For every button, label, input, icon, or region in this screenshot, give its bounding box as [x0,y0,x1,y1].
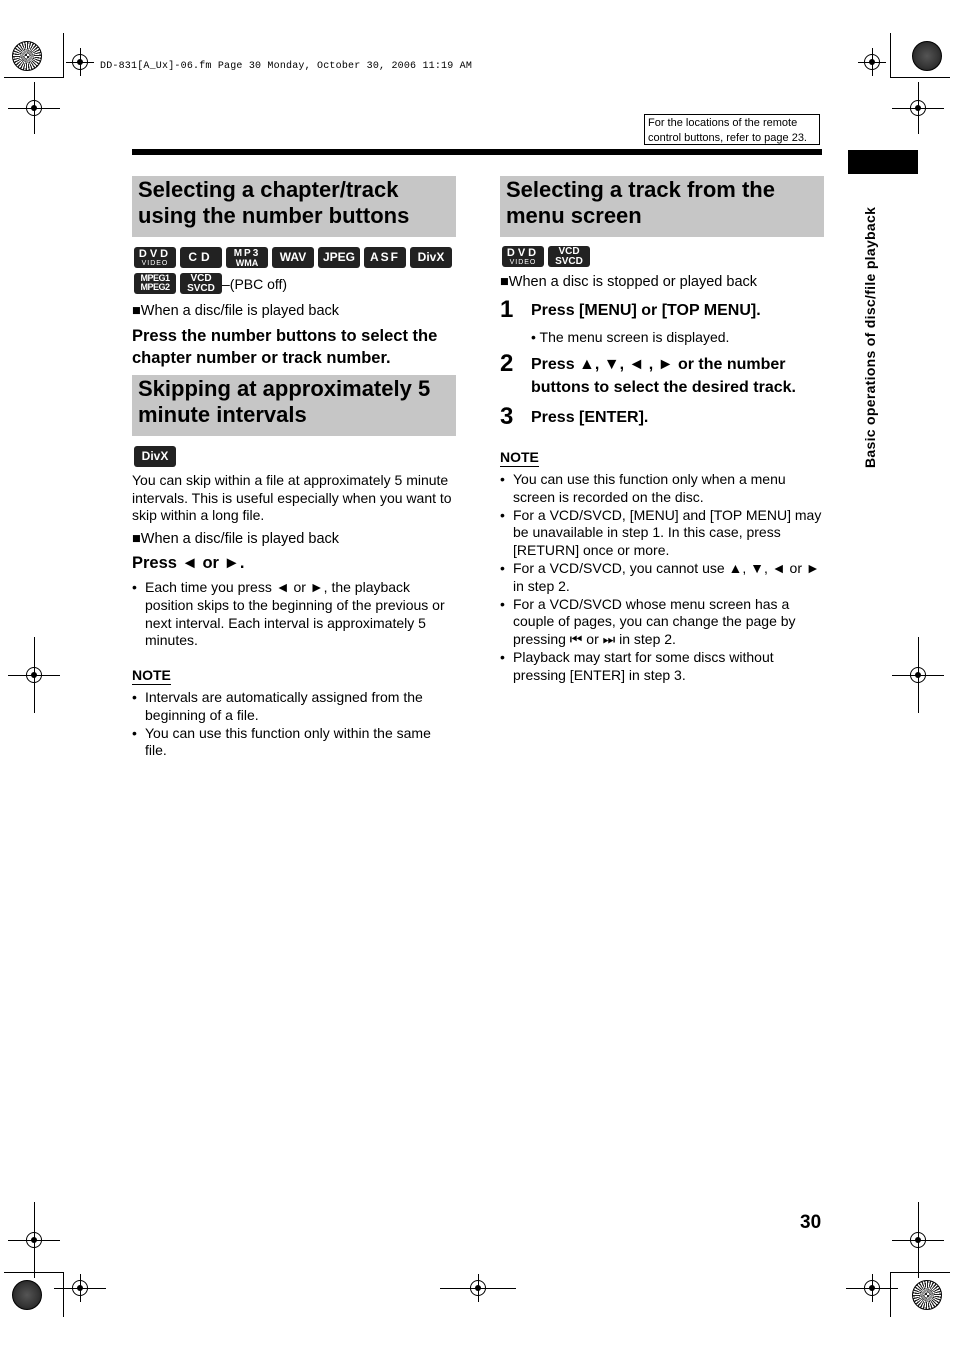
step-number: 1 [500,296,514,323]
crop-line [890,1272,950,1273]
section-heading-menu-screen: Selecting a track from the menu screen [500,176,824,237]
registration-starburst-bottom-right [912,1280,942,1310]
wav-badge: WAV [272,247,314,268]
note-title: NOTE [500,449,539,465]
note-block-left [132,667,456,760]
skip-description: You can skip within a file at approximately 5 minute intervals. This is useful especially when you want to skip within a long file. [132,472,452,524]
list-item: • Each time you press ◄ or ►, the playback position skips to the beginning of the previous or next interval. Each interval is approximately 5 minutes. [132,579,456,650]
crop-line [63,33,64,78]
list-item: • For a VCD/SVCD whose menu screen has a couple of pages, you can change the page by pressing ⏮ or ⏭ in step 2. [500,596,824,649]
list-item: • For a VCD/SVCD, you cannot use ▲, ▼, ◄ or ► in step 2. [500,560,824,596]
divx-badge: DivX [410,247,452,268]
condition-line: ■When a disc/file is played back [132,531,340,547]
step-text: Press ▲, ▼, ◄ , ► or the number buttons to select the desired track. [531,356,796,396]
square-bullet-icon: ■ [500,274,509,290]
section-heading-number-buttons: Selecting a chapter/track using the number buttons [132,176,456,237]
side-tab-label: Basic operations of disc/file playback [862,206,878,468]
file-info-header: DD-831[A_Ux]-06.fm Page 30 Monday, October 30, 2006 11:19 AM [100,61,473,72]
registration-starburst-top-right [912,41,942,71]
skip-bullet-list [132,579,456,650]
list-item: • Playback may start for some discs without pressing [ENTER] in step 3. [500,649,824,685]
dvd-video-badge: DVD VIDEO [502,246,544,267]
condition-line: ■When a disc is stopped or played back [500,274,758,290]
step-text: Press [MENU] or [TOP MENU]. [531,302,761,319]
list-item: • You can use this function only when a menu screen is recorded on the disc. [500,471,824,507]
mpeg1-mpeg2-badge: MPEG1 MPEG2 [134,273,176,294]
step-number: 3 [500,403,514,430]
list-item: • You can use this function only within the same file. [132,725,456,761]
divx-badge: DivX [134,446,176,467]
step-number: 2 [500,350,514,377]
list-item: • For a VCD/SVCD, [MENU] and [TOP MENU] may be unavailable in step 1. In this case, press [RETURN] once or more. [500,507,824,560]
list-item: • Intervals are automatically assigned from the beginning of a file. [132,689,456,725]
registration-starburst-bottom-left [12,1280,42,1310]
pbc-off-note: –(PBC off) [222,276,288,292]
square-bullet-icon: ■ [132,303,141,319]
note-block-right [500,449,824,685]
remote-reference-note: For the locations of the remote control buttons, refer to page 23. [644,114,820,145]
crop-line [4,77,64,78]
step-text: Press [ENTER]. [531,409,649,426]
cd-badge: CD [180,247,222,268]
page-number: 30 [800,1212,822,1233]
note-title: NOTE [132,667,171,683]
dvd-video-badge: DVD VIDEO [134,247,176,268]
condition-line: ■When a disc/file is played back [132,303,340,319]
crop-line [63,1272,64,1317]
instruction-number-buttons: Press the number buttons to select the chapter number or track number. [132,327,438,367]
side-tab-marker [848,150,918,174]
section-heading-skip-intervals: Skipping at approximately 5 minute intervals [132,375,456,436]
top-rule [132,149,822,155]
registration-starburst-top-left [12,41,42,71]
vcd-svcd-badge: VCD SVCD [180,273,222,294]
mp3-wma-badge: MP3 WMA [226,247,268,268]
square-bullet-icon: ■ [132,531,141,547]
asf-badge: ASF [364,247,406,268]
step-subtext: • The menu screen is displayed. [531,329,730,345]
crop-line [890,33,891,78]
jpeg-badge: JPEG [318,247,360,268]
crop-line [890,77,950,78]
vcd-svcd-badge: VCD SVCD [548,246,590,267]
instruction-skip: Press ◄ or ►. [132,554,245,572]
crop-line [890,1272,891,1317]
